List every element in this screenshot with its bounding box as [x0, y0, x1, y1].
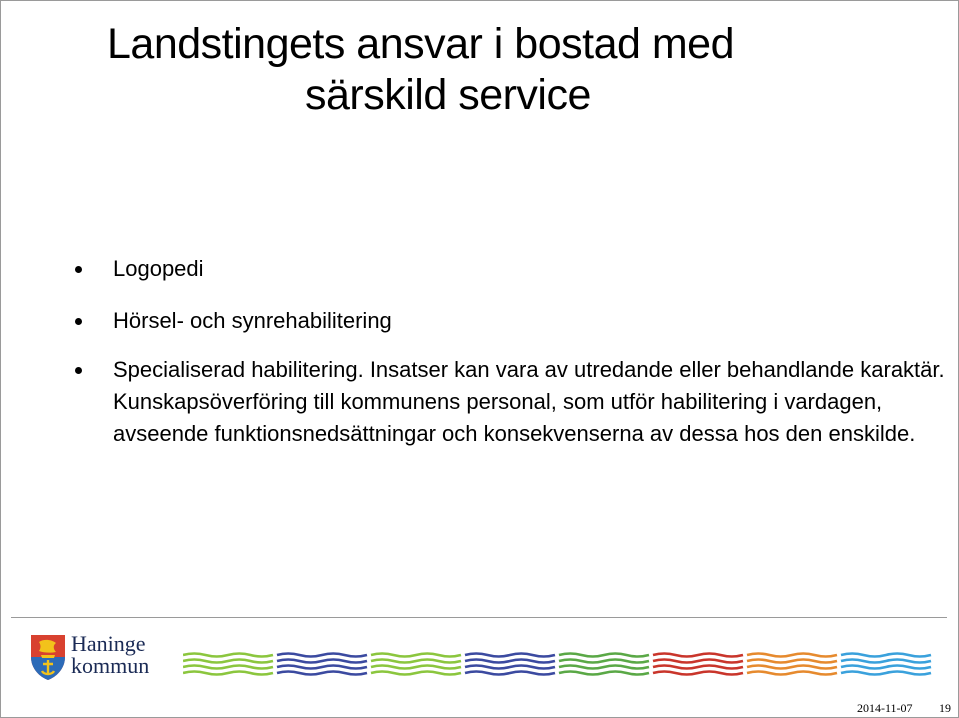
wave-stroke	[465, 654, 555, 657]
wave-stroke	[183, 672, 273, 675]
wave-stroke	[183, 666, 273, 669]
wave-stroke	[277, 654, 367, 657]
bullet-list	[71, 253, 951, 470]
logo-line-2: kommun	[71, 653, 150, 678]
page-number: 19	[939, 701, 951, 715]
wave-stroke	[465, 660, 555, 663]
wave-stroke	[841, 660, 931, 663]
logo-line-1: Haninge	[71, 631, 146, 656]
wave-stroke	[653, 654, 743, 657]
wave-stroke	[371, 654, 461, 657]
bullet-dot-icon	[75, 367, 82, 374]
title-line-2: särskild service	[305, 71, 591, 119]
wave-stroke	[559, 672, 649, 675]
logo-wordmark	[71, 633, 149, 677]
wave-stroke	[183, 654, 273, 657]
bullet-text: Hörsel- och synrehabilitering	[113, 308, 392, 333]
wave-stroke	[841, 654, 931, 657]
wave-stroke	[277, 672, 367, 675]
wave-stroke	[747, 672, 837, 675]
bullet-dot-icon	[75, 266, 82, 273]
wave-stroke	[183, 660, 273, 663]
bullet-item	[71, 253, 951, 285]
wave-stroke	[371, 666, 461, 669]
wave-stroke	[747, 666, 837, 669]
bullet-dot-icon	[75, 318, 82, 325]
slide-title	[107, 19, 927, 121]
wave-stroke	[277, 666, 367, 669]
wave-stroke	[371, 672, 461, 675]
wave-stroke	[747, 654, 837, 657]
wave-stroke	[653, 672, 743, 675]
wave-stroke	[559, 660, 649, 663]
wave-stroke	[747, 660, 837, 663]
wave-stroke	[653, 666, 743, 669]
coat-of-arms-icon	[29, 633, 67, 681]
footer-divider	[11, 617, 947, 618]
wave-stroke	[559, 666, 649, 669]
wave-stroke	[841, 666, 931, 669]
decorative-wave-bands	[183, 647, 933, 683]
wave-stroke	[277, 660, 367, 663]
wave-stroke	[371, 660, 461, 663]
bullet-item	[71, 305, 951, 337]
bullet-item	[71, 354, 951, 450]
title-line-1: Landstingets ansvar i bostad med	[107, 20, 735, 68]
wave-stroke	[653, 660, 743, 663]
footer-date: 2014-11-07	[857, 701, 913, 715]
bullet-text: Logopedi	[113, 256, 204, 281]
wave-stroke	[465, 672, 555, 675]
wave-stroke	[465, 666, 555, 669]
wave-stroke	[841, 672, 931, 675]
bullet-text: Specialiserad habilitering. Insatser kan vara av utredande eller behandlande karaktär. Kunskapsöverföring till kommunens personal, som utför habilitering i vardagen, avseende funktionsnedsättningar och konsekvenserna av dessa hos den enskilde.	[113, 357, 945, 446]
wave-stroke	[559, 654, 649, 657]
haninge-logo	[29, 633, 179, 683]
